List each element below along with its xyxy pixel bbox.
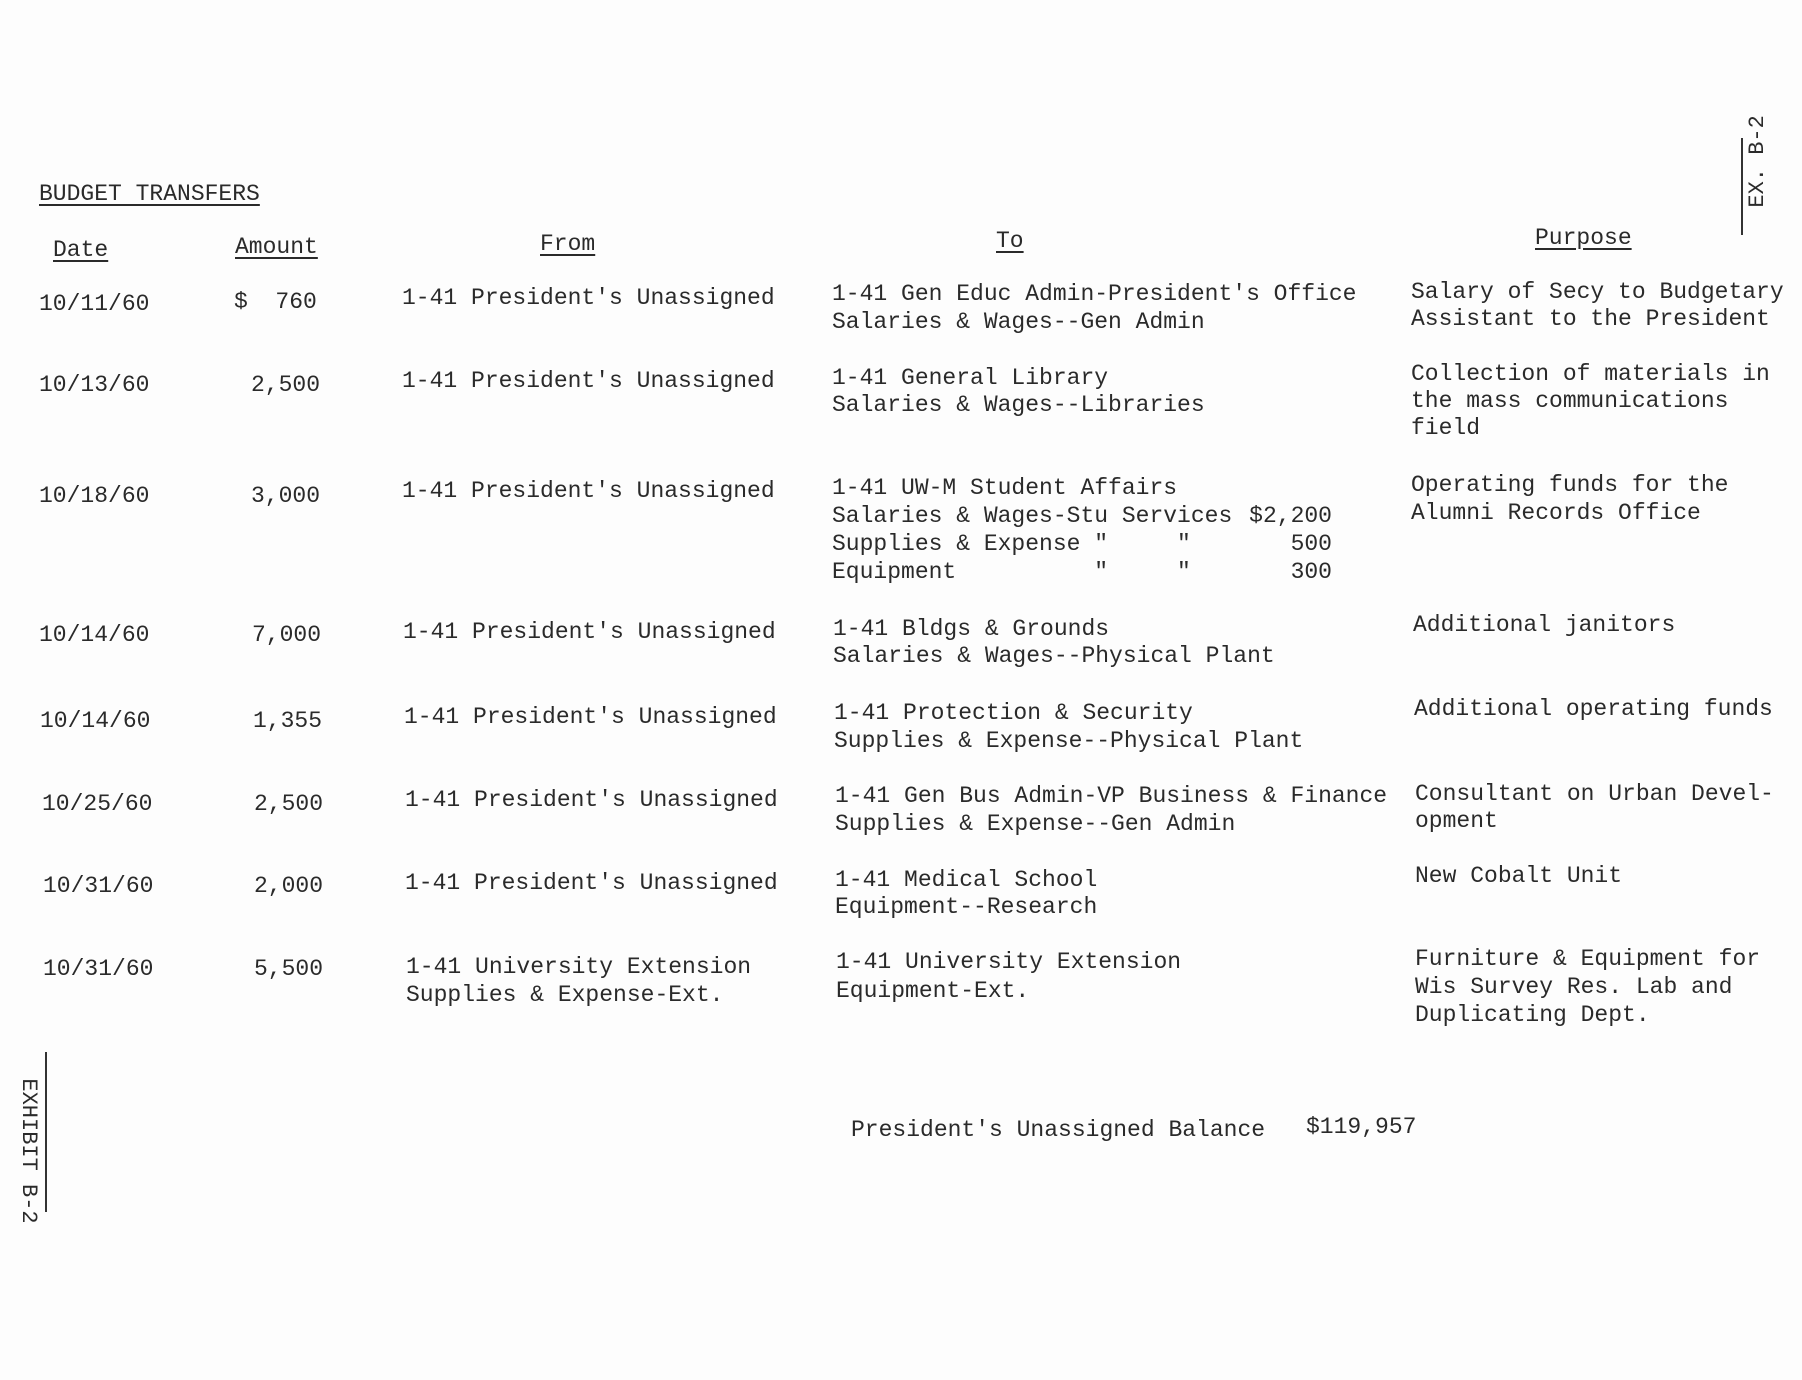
row-2-amount: 2,500 [250,372,320,398]
row-6-amount: 2,500 [253,791,323,817]
row-8-purpose-line-3: Duplicating Dept. [1415,1002,1650,1028]
row-3-to-line-1: 1-41 UW-M Student Affairs [832,475,1178,501]
row-3-breakdown-2-label: Supplies & Expense " " [832,531,1191,557]
row-5-to-line-1: 1-41 Protection & Security [834,700,1193,726]
row-3-breakdown-3-value: 300 [1290,559,1332,585]
row-6-to-line-2: Supplies & Expense--Gen Admin [835,811,1236,837]
row-5-purpose-line-1: Additional operating funds [1414,696,1773,722]
exhibit-label-left [14,1052,70,1224]
row-8-to-line-2: Equipment-Ext. [836,978,1030,1004]
header-date: Date [53,237,109,263]
row-7-amount: 2,000 [253,873,323,899]
row-2-purpose-line-1: Collection of materials in [1411,361,1770,387]
row-6-from-line-1: 1-41 President's Unassigned [405,787,778,813]
row-3-breakdown-1-label: Salaries & Wages-Stu Services [832,503,1233,529]
row-4-to-line-1: 1-41 Bldgs & Grounds [833,616,1110,642]
balance-value: $119,957 [1306,1114,1417,1140]
row-4-date: 10/14/60 [39,622,150,648]
row-4-from-line-1: 1-41 President's Unassigned [403,619,776,645]
row-5-date: 10/14/60 [40,708,151,734]
row-4-purpose-line-1: Additional janitors [1413,612,1676,638]
row-1-amount: $ 760 [234,289,317,315]
row-5-amount: 1,355 [252,708,322,734]
row-8-amount: 5,500 [253,956,323,982]
row-3-breakdown-1-value: $2,200 [1249,503,1332,529]
row-7-to-line-2: Equipment--Research [835,894,1098,920]
row-3-breakdown-3-label: Equipment " " [832,559,1191,585]
row-4-to-line-2: Salaries & Wages--Physical Plant [833,643,1275,669]
header-to: To [996,228,1024,254]
exhibit-label-left-rule [45,1052,47,1212]
row-7-date: 10/31/60 [43,873,154,899]
row-2-from-line-1: 1-41 President's Unassigned [402,368,775,394]
row-1-purpose-line-2: Assistant to the President [1411,306,1770,332]
row-2-purpose-line-2: the mass communications [1411,388,1729,414]
row-8-date: 10/31/60 [43,956,154,982]
row-6-to-line-1: 1-41 Gen Bus Admin-VP Business & Finance [835,783,1388,809]
row-3-purpose-line-2: Alumni Records Office [1411,500,1701,526]
row-3-date: 10/18/60 [39,483,150,509]
row-3-breakdown-2-value: 500 [1290,531,1332,557]
row-8-from-line-1: 1-41 University Extension [406,954,752,980]
row-1-date: 10/11/60 [39,291,150,317]
row-2-date: 10/13/60 [39,372,150,398]
row-1-purpose-line-1: Salary of Secy to Budgetary [1411,279,1784,305]
row-3-amount: 3,000 [250,483,320,509]
row-7-to-line-1: 1-41 Medical School [835,867,1098,893]
row-4-amount: 7,000 [251,622,321,648]
row-1-from-line-1: 1-41 President's Unassigned [402,285,775,311]
balance-label: President's Unassigned Balance [851,1117,1266,1143]
row-6-date: 10/25/60 [42,791,153,817]
document-title: BUDGET TRANSFERS [39,181,260,207]
row-3-purpose-line-1: Operating funds for the [1411,472,1729,498]
row-8-purpose-line-1: Furniture & Equipment for [1415,946,1761,972]
header-purpose: Purpose [1535,225,1632,251]
header-from: From [540,231,596,257]
row-1-to-line-2: Salaries & Wages--Gen Admin [832,309,1205,335]
row-8-purpose-line-2: Wis Survey Res. Lab and [1415,974,1733,1000]
exhibit-label-top-rule [1741,138,1743,235]
row-2-purpose-line-3: field [1411,415,1481,441]
row-5-to-line-2: Supplies & Expense--Physical Plant [834,728,1304,754]
row-6-purpose-line-1: Consultant on Urban Devel- [1415,781,1774,807]
header-amount: Amount [235,234,318,260]
row-7-from-line-1: 1-41 President's Unassigned [405,870,778,896]
row-7-purpose-line-1: New Cobalt Unit [1415,863,1623,889]
row-8-from-line-2: Supplies & Expense-Ext. [406,982,724,1008]
row-5-from-line-1: 1-41 President's Unassigned [404,704,777,730]
row-2-to-line-1: 1-41 General Library [832,365,1109,391]
row-8-to-line-1: 1-41 University Extension [836,949,1182,975]
exhibit-label-left-text: EXHIBIT B-2 [16,1078,41,1224]
row-1-to-line-1: 1-41 Gen Educ Admin-President's Office [832,281,1357,307]
exhibit-label-top-text: EX. B-2 [1745,115,1770,208]
row-3-from-line-1: 1-41 President's Unassigned [402,478,775,504]
row-6-purpose-line-2: opment [1415,808,1498,834]
row-2-to-line-2: Salaries & Wages--Libraries [832,392,1205,418]
exhibit-label-top [1716,115,1772,234]
